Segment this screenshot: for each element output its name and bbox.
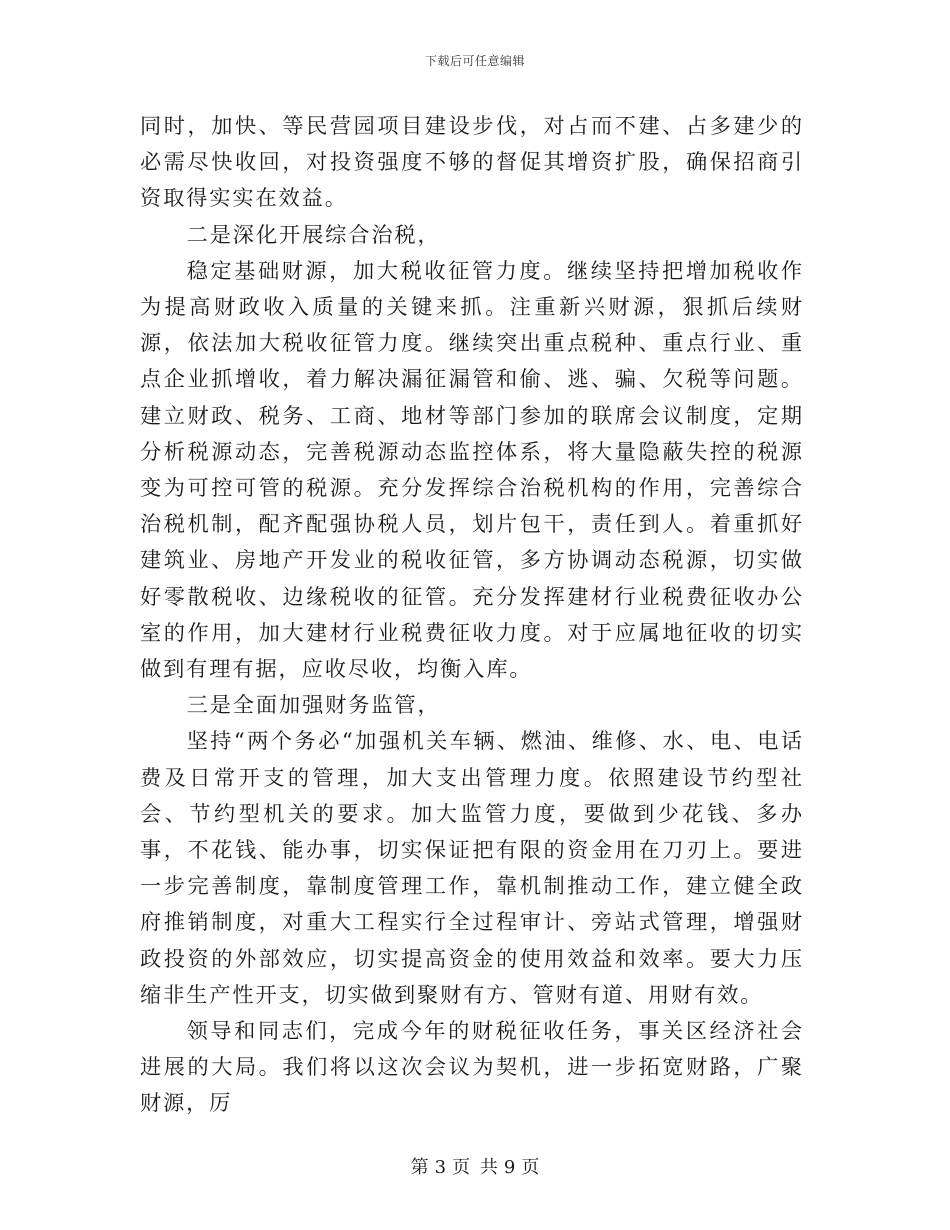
paragraph-continuation: 同时，加快、等民营园项目建设步伐，对占而不建、占多建少的必需尽快收回，对投资强度不够的督促其增资扩股，确保招商引资取得实实在效益。 xyxy=(140,113,804,211)
paragraph-tax-collection: 稳定基础财源，加大税收征管力度。继续坚持把增加税收作为提高财政收入质量的关键来抓。注重新兴财源，狠抓后续财源，依法加大税收征管力度。继续突出重点税种、重点行业、重点企业抓增收，着力解决漏征漏管和偷、逃、骗、欠税等问题。建立财政、税务、工商、地材等部门参加的联席会议制度，定期分析税源动态，完善税源动态监控体系，将大量隐蔽失控的税源变为可控可管的税源。充分发挥综合治税机构的作用，完善综合治税机制，配齐配强协税人员，划片包干，责任到人。着重抓好建筑业、房地产开发业的税收征管，多方协调动态税源，切实做好零散税收、边缘税收的征管。充分发挥建材行业税费征收办公室的作用，加大建材行业税费征收力度。对于应属地征收的切实做到有理有据，应收尽收，均衡入库。 xyxy=(140,257,804,682)
document-body xyxy=(140,108,804,1122)
header-note: 下载后可任意编辑 xyxy=(424,54,525,68)
current-page-number: 3 xyxy=(434,1157,447,1178)
paragraph-closing: 领导和同志们，完成今年的财税征收任务，事关区经济社会进展的大局。我们将以这次会议为契机，进一步拓宽财路，广聚财源，厉 xyxy=(140,1018,804,1116)
section-heading-finance: 三是全面加强财务监管， xyxy=(186,692,441,718)
footer-prefix: 第 xyxy=(410,1157,429,1178)
footer-suffix: 页 xyxy=(521,1157,540,1178)
page-footer xyxy=(0,1153,950,1179)
total-page-count: 9 xyxy=(503,1157,516,1178)
footer-middle: 页 共 xyxy=(452,1157,498,1178)
page-header xyxy=(0,52,950,69)
paragraph-finance-supervision: 坚持“两个务必“加强机关车辆、燃油、维修、水、电、电话费及日常开支的管理，加大支出管理力度。依照建设节约型社会、节约型机关的要求。加大监管力度，要做到少花钱、多办事，不花钱、能办事，切实保证把有限的资金用在刀刃上。要进一步完善制度，靠制度管理工作，靠机制推动工作，建立健全政府推销制度，对重大工程实行全过程审计、旁站式管理，增强财政投资的外部效应，切实提高资金的使用效益和效率。要大力压缩非生产性开支，切实做到聚财有方、管财有道、用财有效。 xyxy=(140,728,804,1007)
section-heading-tax: 二是深化开展综合治税， xyxy=(186,221,441,247)
